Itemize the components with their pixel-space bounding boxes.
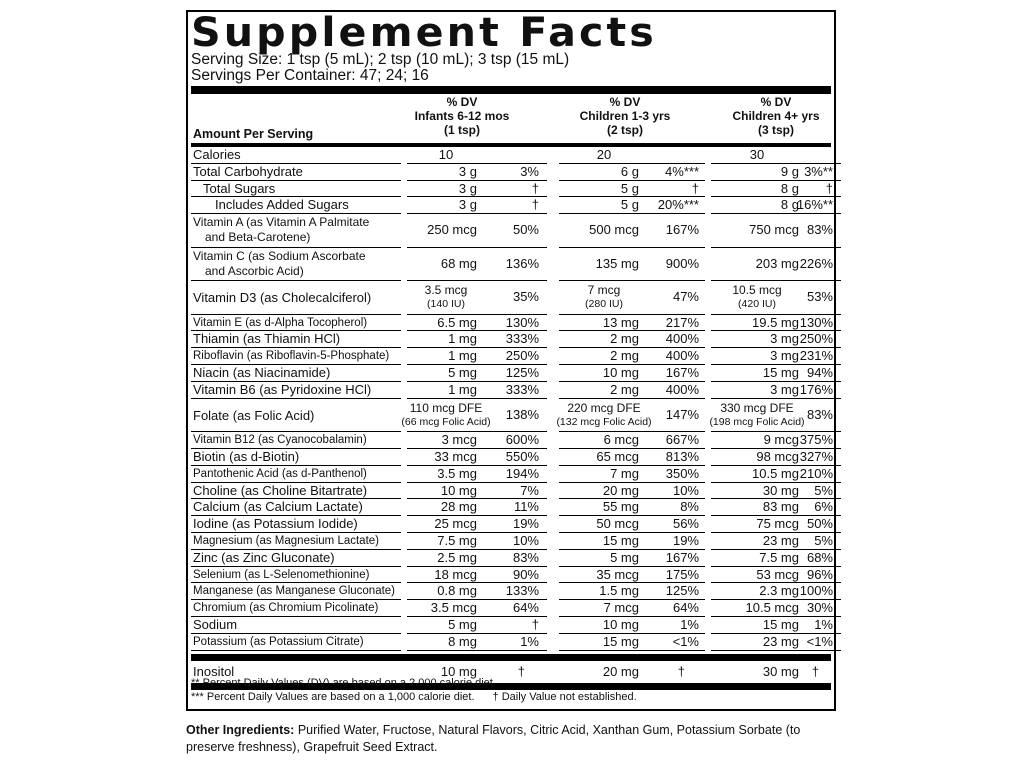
percent-dv-value: 83% xyxy=(806,406,833,422)
nutrient-row xyxy=(191,533,831,550)
percent-dv-value: 3%** xyxy=(804,163,833,179)
nutrient-row xyxy=(191,567,831,584)
nutrient-name-line: Potassium (as Potassium Citrate) xyxy=(193,635,364,648)
nutrient-name-line: Vitamin B12 (as Cyanocobalamin) xyxy=(193,434,367,447)
amount-main: 7 mcg xyxy=(587,283,621,298)
nutrient-name xyxy=(193,331,340,347)
amount-value: 6 mcg xyxy=(603,432,639,448)
calories-value: 10 xyxy=(438,147,454,162)
amount-value: 7 mcg xyxy=(603,600,639,616)
amount-value: 9 mcg xyxy=(763,432,799,448)
nutrient-row xyxy=(191,583,831,600)
amount-value: 3 mg xyxy=(770,348,799,364)
percent-dv-value: 5% xyxy=(814,532,833,548)
nutrient-name-line: Sodium xyxy=(193,616,238,632)
nutrient-row xyxy=(191,516,831,533)
percent-dv-value: 10% xyxy=(512,532,539,548)
percent-dv-value: 1% xyxy=(520,633,539,649)
row-rule xyxy=(559,650,705,651)
column-infants xyxy=(397,95,527,137)
percent-dv-value: 133% xyxy=(505,583,539,599)
nutrient-row xyxy=(191,617,831,634)
amount-value: 23 mg xyxy=(762,532,799,548)
percent-dv-value: 167% xyxy=(665,222,699,238)
nutrient-name-line: Pantothenic Acid (as d-Panthenol) xyxy=(193,467,367,480)
nutrient-name-line: Niacin (as Niacinamide) xyxy=(193,365,331,381)
nutrient-row xyxy=(191,399,831,433)
nutrient-name xyxy=(193,382,371,398)
amount-value: 10 mg xyxy=(440,663,477,679)
percent-dv-value: <1% xyxy=(672,633,699,649)
percent-dv-value: 210% xyxy=(799,465,833,481)
nutrient-name-line: Vitamin D3 (as Cholecalciferol) xyxy=(193,290,372,306)
nutrient-row xyxy=(191,348,831,365)
nutrient-row xyxy=(191,466,831,483)
amount-value: 3 g xyxy=(458,180,477,196)
other-ingredients xyxy=(186,722,836,756)
percent-dv-value: 30% xyxy=(806,600,833,616)
amount-value: 3 mg xyxy=(770,381,799,397)
percent-dv-value: 375% xyxy=(799,432,833,448)
nutrient-name-line: Vitamin E (as d-Alpha Tocopherol) xyxy=(193,316,368,329)
servings-per-container: Servings Per Container: 47; 24; 16 xyxy=(191,67,429,84)
nutrient-name-line: Total Carbohydrate xyxy=(193,163,303,179)
amount-value: 5 g xyxy=(620,180,639,196)
amount-value: 2 mg xyxy=(610,331,639,347)
percent-dv-value: 175% xyxy=(665,566,699,582)
amount-value xyxy=(697,283,817,311)
percent-dv-value: 64% xyxy=(512,600,539,616)
nutrient-name-line: Vitamin B6 (as Pyridoxine HCl) xyxy=(193,381,372,397)
nutrient-name-line: and Ascorbic Acid) xyxy=(205,263,304,278)
nutrient-name-line: Thiamin (as Thiamin HCl) xyxy=(193,331,341,347)
nutrient-name-line: Riboflavin (as Riboflavin-5-Phosphate) xyxy=(193,350,390,363)
percent-dv-value: 50% xyxy=(806,516,833,532)
percent-dv-value: † xyxy=(531,180,539,196)
nutrient-name-line: Chromium (as Chromium Picolinate) xyxy=(193,602,379,615)
amount-value: 8 g xyxy=(780,180,799,196)
column-dv-label: % DV xyxy=(760,95,792,109)
percent-dv-value: 83% xyxy=(806,222,833,238)
amount-sub: (140 IU) xyxy=(427,298,465,311)
nutrient-name xyxy=(193,197,349,213)
nutrient-name xyxy=(193,617,237,633)
amount-value: 7.5 mg xyxy=(759,549,799,565)
amount-main: 10.5 mcg xyxy=(732,283,782,298)
nutrient-name-line: Choline (as Choline Bitartrate) xyxy=(193,482,368,498)
column-dv-label: % DV xyxy=(609,95,641,109)
amount-sub: (66 mcg Folic Acid) xyxy=(401,415,491,428)
nutrient-name xyxy=(193,215,369,245)
percent-dv-value: 400% xyxy=(665,331,699,347)
amount-value: 2.3 mg xyxy=(759,583,799,599)
percent-dv-value: 217% xyxy=(665,314,699,330)
percent-dv-value: 11% xyxy=(513,499,539,515)
amount-value: 15 mg xyxy=(762,616,799,632)
percent-dv-value: 1% xyxy=(814,616,833,632)
nutrient-name-line: Total Sugars xyxy=(203,180,276,196)
nutrient-name-line: Vitamin A (as Vitamin A Palmitate xyxy=(193,215,370,230)
nutrient-row xyxy=(191,197,831,214)
percent-dv-value: † xyxy=(691,180,699,196)
nutrient-name-line: Calcium (as Calcium Lactate) xyxy=(193,499,363,515)
percent-dv-value: 194% xyxy=(505,465,539,481)
nutrient-name xyxy=(193,365,330,381)
percent-dv-value: 125% xyxy=(505,365,539,381)
nutrient-name xyxy=(193,147,241,163)
nutrient-row xyxy=(191,550,831,567)
percent-dv-value: 813% xyxy=(665,448,699,464)
divider-thick xyxy=(191,654,831,661)
amount-value: 135 mg xyxy=(595,255,639,271)
amount-sub: (420 IU) xyxy=(738,298,776,311)
panel-title: Supplement Facts xyxy=(191,10,657,56)
amount-value: 250 mcg xyxy=(427,222,477,238)
amount-value: 10 mg xyxy=(602,616,639,632)
amount-value: 65 mcg xyxy=(596,448,639,464)
nutrient-name-line: Includes Added Sugars xyxy=(215,197,349,213)
nutrient-name-line: Calories xyxy=(193,147,241,162)
column-header xyxy=(191,94,831,143)
nutrient-name xyxy=(193,249,366,279)
percent-dv-value: † xyxy=(531,197,539,213)
amount-value: 3 g xyxy=(458,197,477,213)
amount-value: 53 mcg xyxy=(756,566,799,582)
nutrient-row xyxy=(191,248,831,282)
amount-value: 23 mg xyxy=(762,633,799,649)
amount-value: 203 mg xyxy=(755,255,799,271)
amount-value: 3 mcg xyxy=(441,432,477,448)
percent-dv-value: 10% xyxy=(672,482,699,498)
amount-main: 3.5 mcg xyxy=(424,283,468,298)
column-children-1-3 xyxy=(555,95,695,137)
amount-value: 25 mcg xyxy=(434,516,477,532)
nutrient-name xyxy=(193,600,378,616)
nutrient-row xyxy=(191,315,831,332)
percent-dv-value: 900% xyxy=(665,255,699,271)
amount-value: 0.8 mg xyxy=(437,583,477,599)
amount-value: 10 mg xyxy=(440,482,477,498)
percent-dv-value: 50% xyxy=(512,222,539,238)
nutrient-name-line: Folate (as Folic Acid) xyxy=(193,407,315,423)
percent-dv-value: <1% xyxy=(806,633,833,649)
nutrient-name-line: Vitamin C (as Sodium Ascorbate xyxy=(193,248,366,263)
amount-value: 1.5 mg xyxy=(599,583,639,599)
nutrient-name xyxy=(193,449,299,465)
amount-value: 83 mg xyxy=(762,499,799,515)
amount-value: 2.5 mg xyxy=(437,549,477,565)
percent-dv-value: 20%*** xyxy=(657,197,699,213)
amount-value: 13 mg xyxy=(602,314,639,330)
percent-dv-value: 100% xyxy=(799,583,833,599)
other-ingredients-label: Other Ingredients: xyxy=(186,723,295,737)
row-rule xyxy=(191,650,401,651)
nutrient-name xyxy=(193,408,314,423)
percent-dv-value: 3% xyxy=(520,163,539,179)
nutrient-name-line: and Beta-Carotene) xyxy=(205,230,311,245)
amount-value xyxy=(697,401,817,429)
amount-value: 15 mg xyxy=(602,532,639,548)
nutrient-row xyxy=(191,382,831,399)
nutrient-name xyxy=(193,483,367,499)
amount-main: 220 mcg DFE xyxy=(567,400,641,415)
percent-dv-value: 68% xyxy=(806,549,833,565)
nutrient-name xyxy=(193,550,335,566)
nutrient-name-line: Iodine (as Potassium Iodide) xyxy=(193,516,358,532)
amount-value: 20 mg xyxy=(602,482,639,498)
percent-dv-value: † xyxy=(531,616,539,632)
nutrient-name-line: Selenium (as L-Selenomethionine) xyxy=(193,568,370,581)
nutrient-name xyxy=(193,315,367,331)
amount-value: 1 mg xyxy=(448,331,477,347)
amount-value: 3.5 mcg xyxy=(430,600,477,616)
percent-dv-value: † xyxy=(811,663,819,679)
nutrient-name xyxy=(193,533,379,549)
percent-dv-value: 600% xyxy=(505,432,539,448)
amount-value xyxy=(386,283,506,311)
percent-dv-value: 16%** xyxy=(796,197,833,213)
amount-value: 33 mcg xyxy=(434,448,477,464)
footnote-1000-calorie: *** Percent Daily Values are based on a 1,000 calorie diet. xyxy=(191,691,475,703)
nutrient-row xyxy=(191,164,831,181)
percent-dv-value: 64% xyxy=(672,600,699,616)
amount-value: 10.5 mcg xyxy=(745,600,799,616)
percent-dv-value: 250% xyxy=(799,331,833,347)
amount-value: 19.5 mg xyxy=(752,314,799,330)
percent-dv-value: 53% xyxy=(806,289,833,305)
nutrient-row xyxy=(191,181,831,198)
nutrient-name xyxy=(193,567,369,583)
percent-dv-value: 90% xyxy=(512,566,539,582)
nutrient-row xyxy=(191,600,831,617)
nutrient-row xyxy=(191,281,831,315)
amount-value: 50 mcg xyxy=(596,516,639,532)
amount-value: 68 mg xyxy=(440,255,477,271)
amount-value: 98 mcg xyxy=(756,448,799,464)
percent-dv-value: 350% xyxy=(665,465,699,481)
percent-dv-value: 400% xyxy=(665,381,699,397)
nutrient-row xyxy=(191,432,831,449)
nutrient-row xyxy=(191,147,831,164)
amount-value: 750 mcg xyxy=(749,222,799,238)
percent-dv-value: 147% xyxy=(665,406,699,422)
column-group-label: Infants 6-12 mos xyxy=(414,109,510,123)
amount-value: 500 mcg xyxy=(589,222,639,238)
other-ingredients-text: Purified Water, Fructose, Natural Flavors, Citric Acid, Xanthan Gum, Potassium Sorbate (to preserve freshness), Grapefruit Seed Extract. xyxy=(186,723,801,754)
amount-value: 55 mg xyxy=(602,499,639,515)
nutrient-row xyxy=(191,449,831,466)
amount-value xyxy=(544,283,664,311)
amount-value: 28 mg xyxy=(440,499,477,515)
column-children-4-plus xyxy=(711,95,841,137)
amount-value: 7.5 mg xyxy=(437,532,477,548)
amount-value: 18 mcg xyxy=(434,566,477,582)
nutrient-name xyxy=(193,634,364,650)
nutrient-row xyxy=(191,331,831,348)
column-group-label: Children 4+ yrs xyxy=(732,109,820,123)
percent-dv-value: 136% xyxy=(505,255,539,271)
amount-per-serving-label: Amount Per Serving xyxy=(193,127,314,141)
percent-dv-value: 333% xyxy=(505,381,539,397)
percent-dv-value: 47% xyxy=(672,289,699,305)
amount-sub: (280 IU) xyxy=(585,298,623,311)
percent-dv-value: 96% xyxy=(806,566,833,582)
row-rule xyxy=(407,650,547,651)
amount-value: 7 mg xyxy=(610,465,639,481)
percent-dv-value: 138% xyxy=(505,406,539,422)
nutrient-name xyxy=(193,499,363,515)
nutrient-name xyxy=(193,432,367,448)
amount-value xyxy=(544,401,664,429)
percent-dv-value: 125% xyxy=(665,583,699,599)
nutrient-rows xyxy=(191,147,831,651)
amount-value: 6 g xyxy=(620,163,639,179)
column-dv-label: % DV xyxy=(446,95,478,109)
amount-value: 3 mg xyxy=(770,331,799,347)
amount-value: 35 mcg xyxy=(596,566,639,582)
amount-main: 330 mcg DFE xyxy=(720,400,794,415)
amount-value: 3 g xyxy=(458,163,477,179)
percent-dv-value: 130% xyxy=(799,314,833,330)
amount-value: 8 g xyxy=(780,197,799,213)
percent-dv-value: 226% xyxy=(799,255,833,271)
amount-value: 15 mg xyxy=(602,633,639,649)
percent-dv-value: 176% xyxy=(799,381,833,397)
percent-dv-value: 19% xyxy=(512,516,539,532)
amount-value: 10.5 mg xyxy=(752,465,799,481)
amount-value: 1 mg xyxy=(448,348,477,364)
nutrient-name-line: Magnesium (as Magnesium Lactate) xyxy=(193,534,379,547)
amount-value xyxy=(386,401,506,429)
supplement-facts-panel xyxy=(186,10,836,711)
percent-dv-value: 19% xyxy=(672,532,699,548)
nutrient-name xyxy=(193,466,367,482)
amount-value: 75 mcg xyxy=(756,516,799,532)
amount-value: 5 g xyxy=(620,197,639,213)
percent-dv-value: 35% xyxy=(512,289,539,305)
divider-thick xyxy=(191,86,831,94)
nutrient-name xyxy=(193,348,389,364)
percent-dv-value: 4%*** xyxy=(665,163,699,179)
footnote-dagger: † Daily Value not established. xyxy=(492,691,637,703)
calories-value: 30 xyxy=(749,147,765,162)
row-rule xyxy=(711,650,841,651)
column-group-label: Children 1-3 yrs xyxy=(579,109,671,123)
footnotes xyxy=(191,676,637,704)
amount-value: 5 mg xyxy=(448,616,477,632)
nutrient-row xyxy=(191,634,831,651)
percent-dv-value: 667% xyxy=(665,432,699,448)
percent-dv-value: 130% xyxy=(505,314,539,330)
percent-dv-value: 550% xyxy=(505,448,539,464)
amount-value: 20 mg xyxy=(602,663,639,679)
footnote-2000-calorie: ** Percent Daily Values (DV) are based on a 2,000 calorie diet. xyxy=(191,677,496,689)
amount-value: 1 mg xyxy=(448,381,477,397)
percent-dv-value: † xyxy=(517,663,525,679)
percent-dv-value: 5% xyxy=(814,482,833,498)
percent-dv-value: 7% xyxy=(520,482,539,498)
column-serving-label: (2 tsp) xyxy=(607,123,643,137)
amount-value: 30 mg xyxy=(762,482,799,498)
amount-sub: (198 mcg Folic Acid) xyxy=(709,415,805,428)
percent-dv-value: † xyxy=(825,180,833,196)
percent-dv-value: 167% xyxy=(665,365,699,381)
percent-dv-value: 400% xyxy=(665,348,699,364)
percent-dv-value: 327% xyxy=(799,448,833,464)
percent-dv-value: † xyxy=(677,663,685,679)
nutrient-name xyxy=(193,164,303,180)
nutrient-name xyxy=(193,290,371,305)
percent-dv-value: 83% xyxy=(512,549,539,565)
percent-dv-value: 8% xyxy=(680,499,699,515)
amount-value: 3.5 mg xyxy=(437,465,477,481)
column-serving-label: (1 tsp) xyxy=(444,123,480,137)
nutrient-row xyxy=(191,483,831,500)
percent-dv-value: 6% xyxy=(814,499,833,515)
percent-dv-value: 56% xyxy=(672,516,699,532)
nutrient-row xyxy=(191,365,831,382)
nutrient-name xyxy=(193,583,395,599)
serving-size: Serving Size: 1 tsp (5 mL); 2 tsp (10 mL); 3 tsp (15 mL) xyxy=(191,51,570,68)
amount-value: 5 mg xyxy=(448,365,477,381)
amount-value: 2 mg xyxy=(610,381,639,397)
amount-value: 5 mg xyxy=(610,549,639,565)
percent-dv-value: 333% xyxy=(505,331,539,347)
nutrient-name-line: Manganese (as Manganese Gluconate) xyxy=(193,585,396,598)
amount-value: 15 mg xyxy=(762,365,799,381)
amount-main: 110 mcg DFE xyxy=(409,400,483,415)
amount-value: 30 mg xyxy=(762,663,799,679)
percent-dv-value: 231% xyxy=(799,348,833,364)
column-serving-label: (3 tsp) xyxy=(758,123,794,137)
percent-dv-value: 1% xyxy=(680,616,699,632)
nutrient-name-line: Biotin (as d-Biotin) xyxy=(193,448,300,464)
percent-dv-value: 94% xyxy=(806,365,833,381)
nutrient-name: Inositol xyxy=(193,663,235,679)
nutrient-row xyxy=(191,214,831,248)
percent-dv-value: 250% xyxy=(505,348,539,364)
amount-value: 2 mg xyxy=(610,348,639,364)
amount-value: 10 mg xyxy=(602,365,639,381)
nutrient-name xyxy=(193,516,358,532)
nutrient-name-line: Zinc (as Zinc Gluconate) xyxy=(193,549,335,565)
nutrient-name xyxy=(193,181,275,197)
nutrient-row xyxy=(191,499,831,516)
amount-value: 8 mg xyxy=(448,633,477,649)
percent-dv-value: 167% xyxy=(665,549,699,565)
amount-value: 6.5 mg xyxy=(437,314,477,330)
amount-sub: (132 mcg Folic Acid) xyxy=(556,415,652,428)
amount-value: 9 g xyxy=(780,163,799,179)
calories-value: 20 xyxy=(596,147,612,162)
